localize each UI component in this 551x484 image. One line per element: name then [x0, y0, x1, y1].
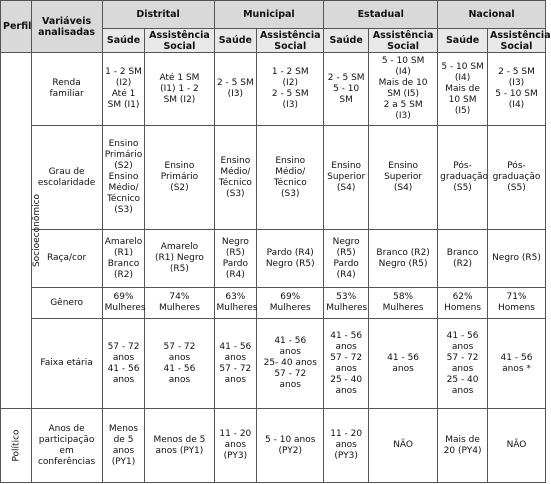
table-cell: 74% Mulheres: [145, 288, 214, 319]
table-cell: 5 - 10 SM (I4) Mais de 10 SM (I5) 2 a 5 SM (I3): [369, 53, 438, 126]
table-cell: 41 - 56 anos 57 - 72 anos: [214, 319, 257, 409]
header-variaveis: Variáveis analisadas: [31, 1, 102, 53]
table-cell: 69% Mulheres: [102, 288, 145, 319]
table-cell: 2 - 5 SM 5 - 10 SM: [324, 53, 369, 126]
row-label: Gênero: [31, 288, 102, 319]
table-cell: Pós- graduação (S5): [487, 126, 545, 230]
row-label: Raça/cor: [31, 230, 102, 288]
table-cell: 2 - 5 SM (I3) 5 - 10 SM (I4): [487, 53, 545, 126]
table-cell: 11 - 20 anos (PY3): [324, 409, 369, 483]
table-cell: Amarelo (R1) Branco (R2): [102, 230, 145, 288]
table-row: [1, 53, 546, 126]
row-label: Faixa etária: [31, 319, 102, 409]
table-cell: Ensino Superior (S4): [324, 126, 369, 230]
table-cell: Menos de 5 anos (PY1): [145, 409, 214, 483]
table-cell: 1 - 2 SM (I2) 2 - 5 SM (I3): [257, 53, 324, 126]
subheader-assistencia: Assistência Social: [369, 29, 438, 53]
header-distrital: Distrital: [102, 1, 214, 29]
header-municipal: Municipal: [214, 1, 324, 29]
table-cell: 57 - 72 anos 41 - 56 anos: [102, 319, 145, 409]
table-cell: Ensino Primário (S2): [145, 126, 214, 230]
table-row: [1, 230, 546, 288]
table-cell: 41 - 56 anos 57 - 72 anos 25 - 40 anos: [438, 319, 488, 409]
table-cell: 57 - 72 anos 41 - 56 anos: [145, 319, 214, 409]
section-label: Político: [11, 429, 22, 462]
table-cell: NÃO: [487, 409, 545, 483]
table-cell: 71% Homens: [487, 288, 545, 319]
table-cell: Branco (R2): [438, 230, 488, 288]
table-cell: Negro (R5) Pardo (R4): [324, 230, 369, 288]
table-cell: 41 - 56 anos 25- 40 anos 57 - 72 anos: [257, 319, 324, 409]
subheader-assistencia: Assistência Social: [257, 29, 324, 53]
section-socioeconomico: [1, 53, 43, 409]
subheader-assistencia: Assistência Social: [487, 29, 545, 53]
subheader-saude: Saúde: [438, 29, 488, 53]
table-cell: 62% Homens: [438, 288, 488, 319]
row-label: Anos de participação em conferências: [31, 409, 102, 483]
row-label: Grau de escolaridade: [31, 126, 102, 230]
table-cell: 69% Mulheres: [257, 288, 324, 319]
table-row: [1, 319, 546, 409]
table-cell: Amarelo (R1) Negro (R5): [145, 230, 214, 288]
subheader-assistencia: Assistência Social: [145, 29, 214, 53]
table-cell: Ensino Primário (S2) Ensino Médio/ Técnico (S3): [102, 126, 145, 230]
table-cell: 2 - 5 SM (I3): [214, 53, 257, 126]
table-cell: 41 - 56 anos *: [487, 319, 545, 409]
table-cell: Negro (R5) Pardo (R4): [214, 230, 257, 288]
table-cell: 1 - 2 SM (I2) Até 1 SM (I1): [102, 53, 145, 126]
table-row: [1, 409, 546, 483]
table-cell: 41 - 56 anos 57 - 72 anos 25 - 40 anos: [324, 319, 369, 409]
table-cell: Até 1 SM (I1) 1 - 2 SM (I2): [145, 53, 214, 126]
header-estadual: Estadual: [324, 1, 438, 29]
subheader-saude: Saúde: [214, 29, 257, 53]
table-cell: 5 - 10 anos (PY2): [257, 409, 324, 483]
table-cell: 5 - 10 SM (I4) Mais de 10 SM (I5): [438, 53, 488, 126]
table-cell: 63% Mulheres: [214, 288, 257, 319]
table-cell: Pardo (R4) Negro (R5): [257, 230, 324, 288]
table-cell: 41 - 56 anos: [369, 319, 438, 409]
table-cell: NÃO: [369, 409, 438, 483]
section-politico: [1, 409, 32, 483]
table-row: [1, 126, 546, 230]
table-cell: Branco (R2) Negro (R5): [369, 230, 438, 288]
subheader-saude: Saúde: [324, 29, 369, 53]
table-cell: Ensino Médio/ Técnico (S3): [214, 126, 257, 230]
table-row: [1, 288, 546, 319]
table-cell: 53% Mulheres: [324, 288, 369, 319]
table-cell: Menos de 5 anos (PY1): [102, 409, 145, 483]
table-cell: Ensino Superior (S4): [369, 126, 438, 230]
section-label: Socioeconômico: [32, 193, 43, 268]
row-label: Renda familiar: [31, 53, 102, 126]
table-cell: 11 - 20 anos (PY3): [214, 409, 257, 483]
table-cell: Pós- graduação (S5): [438, 126, 488, 230]
header-perfil: Perfil: [1, 1, 32, 53]
subheader-saude: Saúde: [102, 29, 145, 53]
header-nacional: Nacional: [438, 1, 546, 29]
table-cell: 58% Mulheres: [369, 288, 438, 319]
table-cell: Ensino Médio/ Técnico (S3): [257, 126, 324, 230]
table-cell: Negro (R5): [487, 230, 545, 288]
table-cell: Mais de 20 (PY4): [438, 409, 488, 483]
